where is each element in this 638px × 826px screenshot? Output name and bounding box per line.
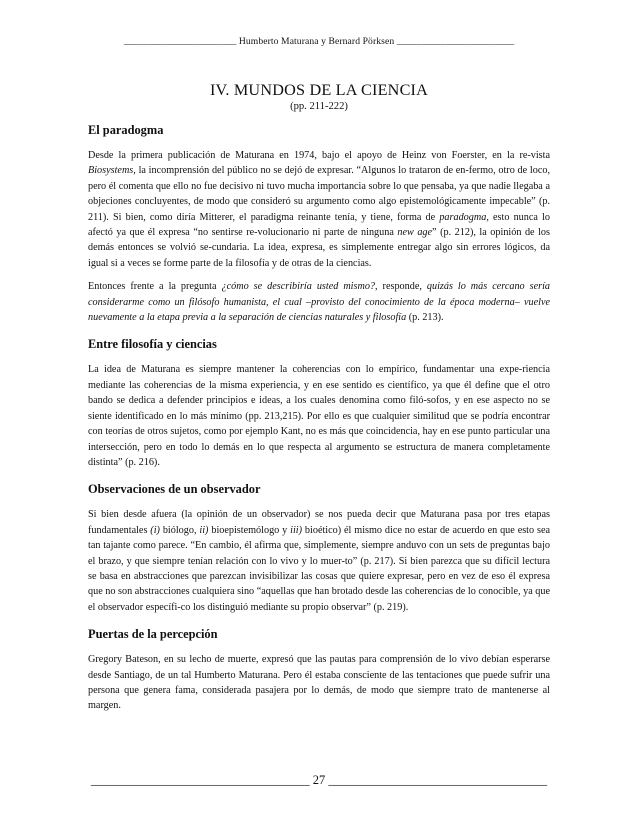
- section-heading: Puertas de la percepción: [88, 627, 218, 642]
- footer-rule-right: ___________________________________: [328, 773, 548, 787]
- footer-rule-left: ___________________________________: [90, 773, 310, 787]
- paragraph: Entonces frente a la pregunta ¿cómo se describiría usted mismo?, responde, quizás lo más cercano sería considerarme como un filósofo humanista, el cual –provisto del conocimiento de la época moderna– vuelve nuevamente a la etapa previa a la separación de ciencias naturales y filosofía (p. 213).: [88, 281, 550, 324]
- chapter-title: IV. MUNDOS DE LA CIENCIA: [209, 81, 429, 99]
- section-heading: El paradogma: [88, 123, 164, 137]
- header-authors: Humberto Maturana y Bernard Pörksen: [238, 36, 395, 47]
- paragraph: Si bien desde afuera (la opinión de un observador) se nos pueda decir que Maturana pasa por tres etapas fundamentales (i) biólogo, ii) bioepistemólogo y iii) bioético) él mismo dice no estar de acuerdo en que esto sea tan tajante como parece. “En cambio, él afirma que, simplemente, siempre anduvo con un sets de preguntas bajo el brazo, y que siempre tenían relación con lo vivo y lo muer-to” (p. 217). Si bien parezca que su difícil lectura se basa en abstracciones que parezcan invisibilizar las cosas que quiere expresar, pero en vez de eso él expresa que no son abstracciones cualquiera sino “aquellas que han brotado desde las coherencias de lo conocible, ya que el observador específi-co los distinguió mediante su propio observar” (p. 219).: [88, 509, 550, 613]
- section-heading: Entre filosofía y ciencias: [88, 337, 217, 352]
- paragraph: La idea de Maturana es siempre mantener la coherencias con lo empírico, fundamentar una expe-riencia mediante las coherencias de la misma experiencia, y en ese sentido es científico, ya que él define que el otro bando se dedica a defender principios e ideas, a los cuales denomina como filó-sofos, y en ese aspecto no se siente identificado en lo más mínimo (pp. 213,215). Por ello es que cualquier similitud que se podría encontrar con teorías de otros sujetos, como por ejemplo Kant, no es más que coincidencia, hay en ese punto particular una intersección, pero en todo lo demás en lo que respecta al argumento se estructura de manera completamente distinta” (p. 216).: [88, 364, 550, 468]
- page-number: 27: [312, 773, 326, 787]
- header-rule-right: ________________________: [396, 36, 515, 47]
- paragraph: Gregory Bateson, en su lecho de muerte, expresó que las pautas para comprensión de lo vivo debían esperarse desde Santiago, de un tal Humberto Maturana. Pero él estaba consciente de las tentaciones que puede sufrir una persona que genera fama, considerada pasajera por lo demás, de modo que siempre trato de mantenerse al margen.: [88, 654, 550, 712]
- chapter-page-range: (pp. 211-222): [290, 101, 348, 112]
- main-content: [88, 123, 550, 714]
- section-heading: Observaciones de un observador: [88, 482, 261, 497]
- running-header: [88, 36, 550, 47]
- header-rule-left: _______________________: [123, 36, 237, 47]
- paragraph: Desde la primera publicación de Maturana en 1974, bajo el apoyo de Heinz von Foerster, en la re-vista Biosystems, la incomprensión del público no se dejó de expresar. “Algunos lo trataron de en-fermo, otro de loco, pero él comenta que ello no fue decisivo ni tuvo mucha importancia sobre lo que pensaba, ya que nadie llegaba a objeciones concluyentes, de modo que consideró su argumento como algo epistemológicamente impecable” (p. 211). Si bien, como diría Mitterer, el paradigma reinante tenía, y tiene, forma de paradogma, esto nunca lo afectó ya que él expresa “no sentirse re-volucionario ni parte de ninguna new age” (p. 212), la opinión de los demás entonces se volvió se-cundaria. La idea, expresa, es simplemente entregar algo sin errores lógicos, da igual si a veces se forme parte de la filosofía y de otras de la ciencias.: [88, 150, 550, 269]
- page-footer: [88, 773, 550, 788]
